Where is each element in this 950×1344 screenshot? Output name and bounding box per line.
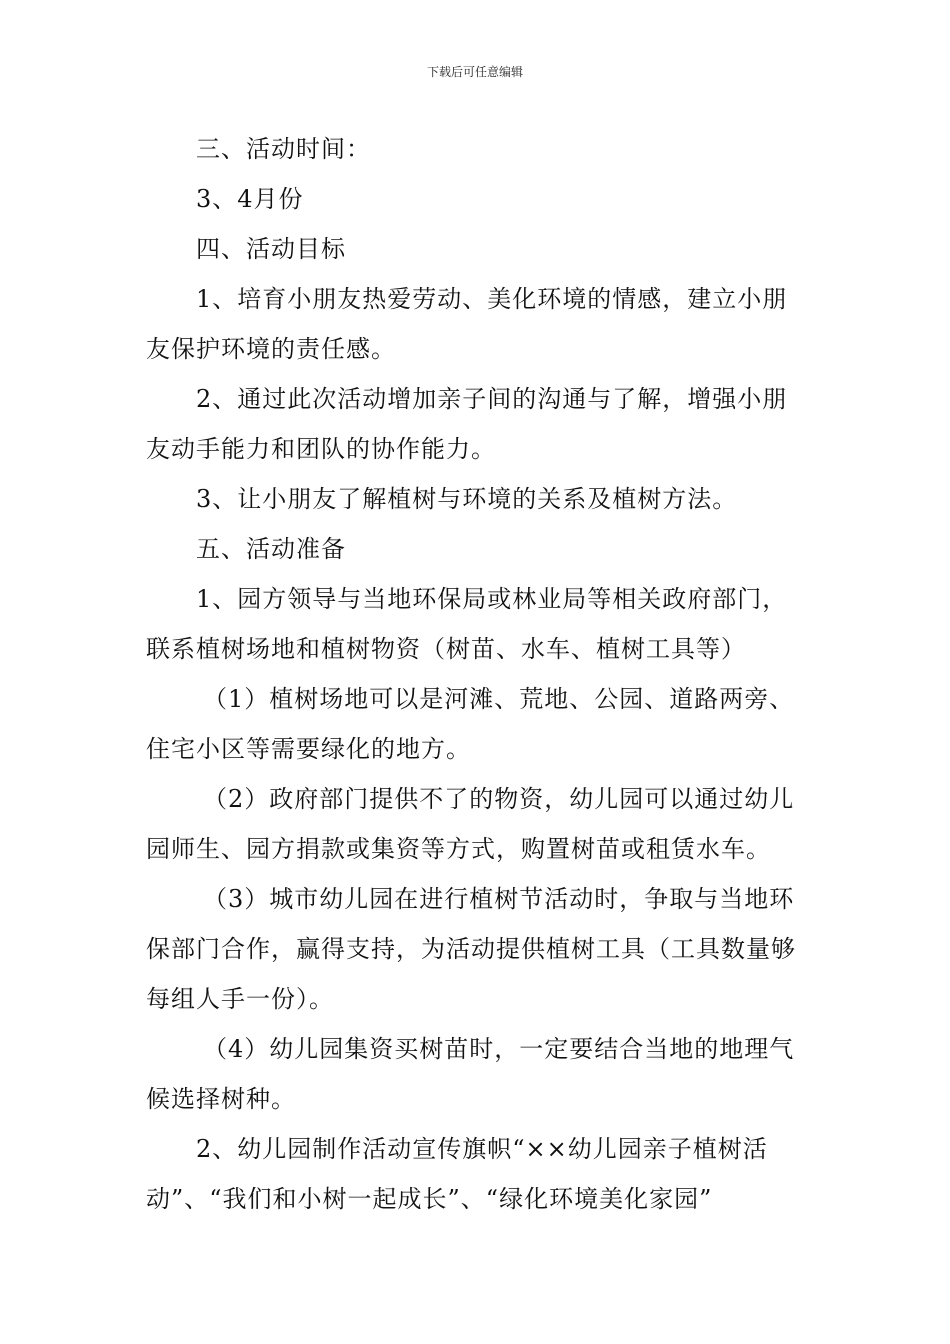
preparation-item-1: 1、园方领导与当地环保局或林业局等相关政府部门，联系植树场地和植树物资（树苗、水车、植树工具等） <box>146 585 788 663</box>
section-heading-activity-time: 三、活动时间： <box>196 135 371 163</box>
activity-time-value: 3、4月份 <box>196 185 304 213</box>
goal-item-1: 1、培育小朋友热爱劳动、美化环境的情感，建立小朋友保护环境的责任感。 <box>146 285 788 363</box>
document-body <box>146 124 810 1224</box>
preparation-subitem-2: （2）政府部门提供不了的物资，幼儿园可以通过幼儿园师生、园方捐款或集资等方式，购置树苗或租赁水车。 <box>146 785 795 863</box>
section-heading-activity-goals: 四、活动目标 <box>196 235 346 263</box>
page-header: 下载后可任意编辑 <box>426 65 523 79</box>
section-heading-activity-preparation: 五、活动准备 <box>196 535 346 563</box>
preparation-item-2: 2、幼儿园制作活动宣传旗帜“××幼儿园亲子植树活动”、“我们和小树一起成长”、“绿化环境美化家园” <box>146 1135 768 1213</box>
preparation-subitem-4: （4）幼儿园集资买树苗时，一定要结合当地的地理气候选择树种。 <box>146 1035 795 1113</box>
preparation-subitem-3: （3）城市幼儿园在进行植树节活动时，争取与当地环保部门合作，赢得支持，为活动提供植树工具（工具数量够每组人手一份）。 <box>146 885 796 1013</box>
goal-item-3: 3、让小朋友了解植树与环境的关系及植树方法。 <box>196 485 738 513</box>
goal-item-2: 2、通过此次活动增加亲子间的沟通与了解，增强小朋友动手能力和团队的协作能力。 <box>146 385 788 463</box>
preparation-subitem-1: （1）植树场地可以是河滩、荒地、公园、道路两旁、住宅小区等需要绿化的地方。 <box>146 685 795 763</box>
